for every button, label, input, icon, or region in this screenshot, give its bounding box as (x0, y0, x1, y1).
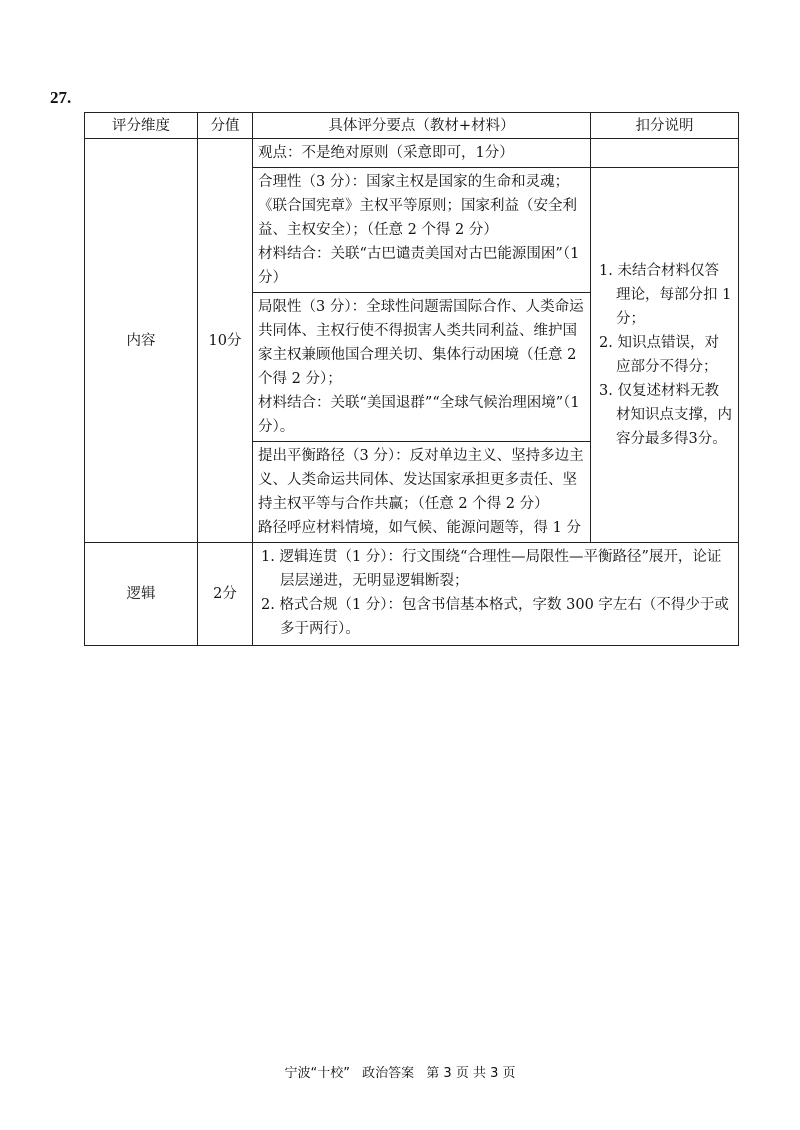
content-row-viewpoint (85, 139, 739, 168)
header-criteria: 具体评分要点（教材+材料） (253, 113, 591, 139)
criteria-rationality (253, 168, 591, 293)
logic-item: 2. 格式合规（1 分）：包含书信基本格式，字数 300 字左右（不得少于或多于两行）。 (261, 597, 729, 637)
criteria-limitation (253, 293, 591, 442)
logic-criteria-cell (253, 543, 739, 646)
deduction-empty-cell (591, 139, 739, 168)
deduction-item: 2. 知识点错误，对应部分不得分； (599, 335, 719, 375)
table-header-row (85, 113, 739, 139)
criteria-text: 提出平衡路径（3 分）：反对单边主义、坚持多边主义、人类命运共同体、发达国家承担更多责任、坚持主权平等与合作共赢；（任意 2 个得 2 分） (258, 448, 584, 512)
footer-subject: 政治答案 (362, 1066, 415, 1081)
criteria-text: 局限性（3 分）：全球性问题需国际合作、人类命运共同体、主权行使不得损害人类共同利益、维护国家主权兼顾他国合理关切、集体行动困境（任意 2 个得 2 分）； (258, 299, 584, 387)
deduction-item: 1. 未结合材料仅答理论，每部分扣 1 分； (599, 263, 732, 327)
criteria-material-text: 路径呼应材料情境，如气候、能源问题等，得 1 分 (258, 520, 581, 536)
criteria-text: 合理性（3 分）：国家主权是国家的生命和灵魂；《联合国宪章》主权平等原则；国家利益（安全利益、主权安全）；（任意 2 个得 2 分） (258, 174, 577, 238)
footer-page: 第 3 页 共 3 页 (426, 1066, 516, 1081)
footer-school: 宁波“十校” (284, 1066, 350, 1081)
deduction-item: 3. 仅复述材料无教材知识点支撑，内容分最多得3分。 (599, 383, 732, 447)
criteria-text: 观点：不是绝对原则（采意即可，1分） (258, 145, 514, 161)
page-footer (0, 1062, 800, 1081)
header-score: 分值 (198, 113, 253, 139)
logic-dimension-cell: 逻辑 (85, 543, 198, 646)
header-deduction: 扣分说明 (591, 113, 739, 139)
criteria-balance-path (253, 442, 591, 543)
logic-score-cell: 2分 (198, 543, 253, 646)
scoring-rubric-table (84, 112, 739, 646)
question-number: 27. (50, 88, 72, 107)
criteria-material-text: 材料结合：关联“古巴谴责美国对古巴能源围困”（1分） (258, 246, 580, 286)
logic-item: 1. 逻辑连贯（1 分）：行文围绕“合理性—局限性—平衡路径”展开，论证层层递进，无明显逻辑断裂； (261, 549, 722, 589)
content-score-cell: 10分 (198, 139, 253, 543)
criteria-material-text: 材料结合：关联“美国退群”“全球气候治理困境”（1分）。 (258, 395, 580, 435)
criteria-viewpoint (253, 139, 591, 168)
header-dimension: 评分维度 (85, 113, 198, 139)
content-dimension-cell: 内容 (85, 139, 198, 543)
deduction-notes-cell (591, 168, 739, 543)
logic-row (85, 543, 739, 646)
